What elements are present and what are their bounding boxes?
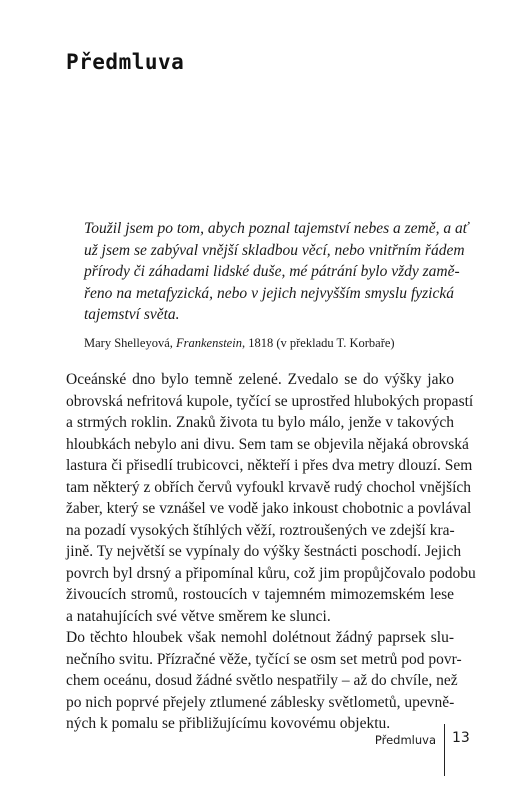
body-text: [66, 369, 476, 735]
epigraph-line: tajemství světa.: [84, 306, 180, 324]
text-line: ných k pomalu se přibližujícímu kovovému objektu.: [66, 715, 391, 732]
text-line: nečního svitu. Přízračné věže, tyčící se osm set metrů pod povr-: [66, 650, 462, 668]
footer-divider: [444, 724, 445, 776]
text-line: chem oceánu, dosud žádné světlo nespatřily – až do chvíle, než: [66, 672, 458, 689]
epigraph-source-details: , 1818 (v překladu T. Korbaře): [241, 335, 395, 350]
text-line: obrovská nefritová kupole, tyčící se uprostřed hlubokých propastí: [66, 392, 474, 410]
text-line: a strmých roklin. Znaků života tu bylo málo, jenže v takových: [66, 414, 454, 431]
paragraph: [66, 627, 462, 735]
epigraph-quote: [84, 218, 469, 326]
text-line: žaber, který se vznášel ve vodě jako inkoust chobotnic a povlával: [66, 500, 472, 517]
epigraph-line: Toužil jsem po tom, abych poznal tajemství nebes a země, a ať: [84, 220, 469, 237]
text-line: a natahujících své větve směrem ke slunci.: [66, 607, 331, 625]
epigraph-work-title: Frankenstein: [176, 335, 242, 350]
text-line: lastura či přisedlí trubicovci, někteří i přes dva metry dlouzí. Sem: [66, 457, 473, 474]
epigraph-author: Mary Shelleyová,: [84, 335, 176, 350]
text-line: povrch byl drsný a připomínal kůru, což jim propůjčovalo podobu: [66, 564, 476, 582]
epigraph-line: už jsem se zabýval vnější skladbou věcí, nebo vnitřním řádem: [84, 241, 465, 259]
paragraph: [66, 369, 476, 627]
text-line: jině. Ty největší se vypínaly do výšky šestnácti poschodí. Jejich: [66, 543, 462, 560]
text-line: Do těchto hloubek však nemohl dolétnout žádný paprsek slu-: [66, 629, 454, 646]
text-line: po nich poprvé přejely ztlumené záblesky světlometů, upevně-: [66, 693, 455, 711]
text-line: Oceánské dno bylo temně zelené. Zvedalo se do výšky jako: [66, 371, 454, 388]
epigraph: [84, 218, 469, 351]
epigraph-line: přírody či záhadami lidské duše, mé pátrání bylo vždy zamě-: [84, 263, 460, 281]
text-line: hloubkách nebylo ani divu. Sem tam se objevila nějaká obrovská: [66, 435, 469, 453]
epigraph-source: [84, 335, 454, 351]
text-line: tam některý z obřích červů vyfoukl krvavě rudý chochol vnějších: [66, 478, 472, 496]
running-footer-section: Předmluva: [374, 733, 436, 747]
epigraph-line: řeno na metafyzická, nebo v jejich nejvyšším smyslu fyzická: [84, 284, 454, 302]
page-number: 13: [452, 730, 470, 746]
page-title: Předmluva: [66, 50, 185, 74]
text-line: na pozadí vysokých štíhlých věží, roztroušených ve zdejší kra-: [66, 521, 455, 539]
text-line: živoucích stromů, rostoucích v tajemném mimozemském lese: [66, 586, 454, 603]
